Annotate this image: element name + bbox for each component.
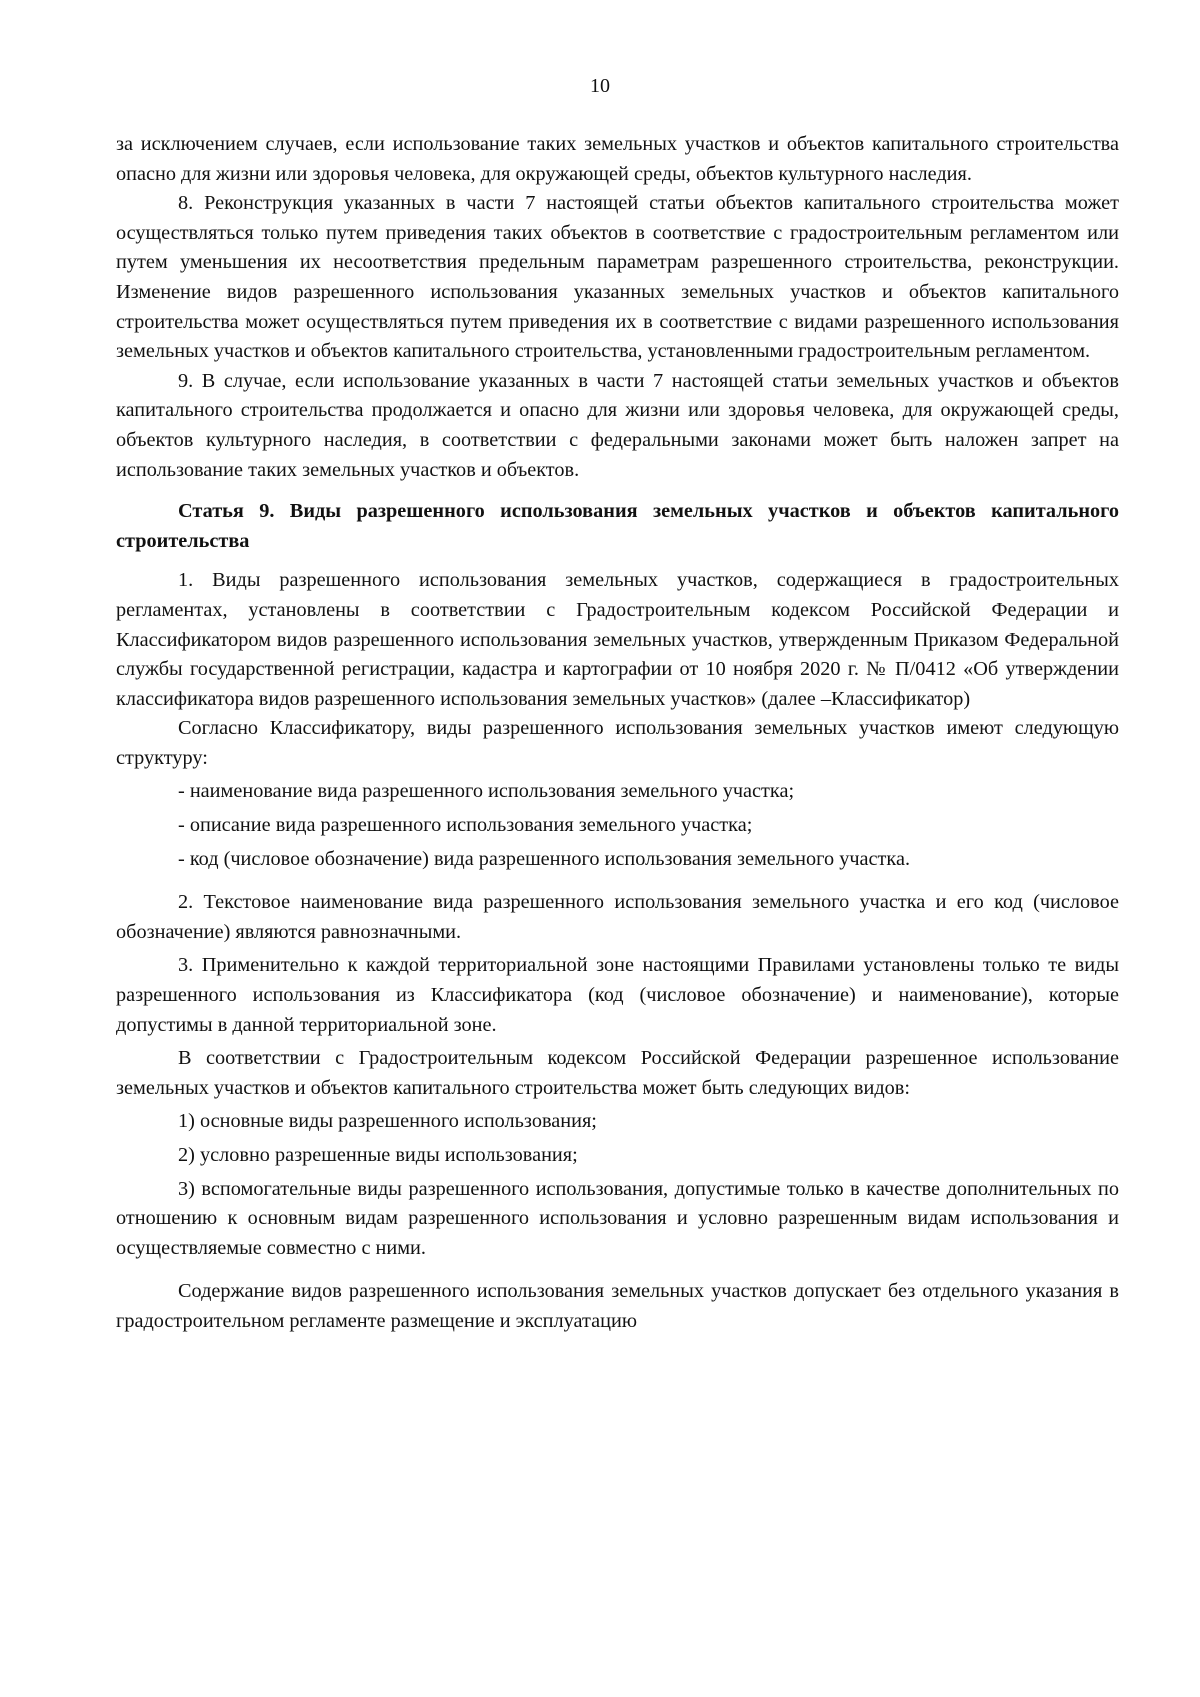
page-number: 10	[590, 75, 610, 97]
article-9-paragraph-3: 3. Применительно к каждой территориальной зоне настоящими Правилами установлены только те виды разрешенного использования из Классификатора (код (числовое обозначение) и наименование), которые допустимы в данной территориальной зоне.	[116, 954, 1119, 1036]
type-item-main: 1) основные виды разрешенного использования;	[178, 1110, 597, 1133]
article-9-heading: Статья 9. Виды разрешенного использования земельных участков и объектов капитального строительства	[116, 500, 1119, 552]
structure-item-code: - код (числовое обозначение) вида разрешенного использования земельного участка.	[178, 847, 911, 870]
structure-item-name: - наименование вида разрешенного использования земельного участка;	[178, 780, 795, 803]
paragraph-9: 9. В случае, если использование указанных в части 7 настоящей статьи земельных участков и объектов капитального строительства продолжается и опасно для жизни или здоровья человека, для окружающей среды, объектов культурного наследия, в соответствии с федеральными законами может быть наложен запрет на использование таких земельных участков и объектов.	[116, 369, 1119, 481]
last-paragraph: Содержание видов разрешенного использования земельных участков допускает без отдельного указания в градостроительном регламенте размещение и эксплуатацию	[116, 1280, 1119, 1332]
structure-intro: Согласно Классификатору, виды разрешенного использования земельных участков имеют следующую структуру:	[116, 717, 1119, 769]
article-9-paragraph-1: 1. Виды разрешенного использования земельных участков, содержащиеся в градостроительных регламентах, установлены в соответствии с Градостроительным кодексом Российской Федерации и Классификатором видов разрешенного использования земельных участков, утвержденным Приказом Федеральной службы государственной регистрации, кадастра и картографии от 10 ноября 2020 г. № П/0412 «Об утверждении классификатора видов разрешенного использования земельных участков» (далее –Классификатор)	[116, 569, 1119, 710]
paragraph-8: 8. Реконструкция указанных в части 7 настоящей статьи объектов капитального строительства может осуществляться только путем приведения таких объектов в соответствие с градостроительным регламентом или путем уменьшения их несоответствия предельным параметрам разрешенного строительства, реконструкции. Изменение видов разрешенного использования указанных земельных участков и объектов капитального строительства может осуществляться путем приведения их в соответствие с видами разрешенного использования земельных участков и объектов капитального строительства, установленными градостроительным регламентом.	[116, 192, 1119, 363]
article-9-paragraph-2: 2. Текстовое наименование вида разрешенного использования земельного участка и его код (числовое обозначение) являются равнозначными.	[116, 891, 1119, 943]
paragraph-continuation: за исключением случаев, если использование таких земельных участков и объектов капитального строительства опасно для жизни или здоровья человека, для окружающей среды, объектов культурного наследия.	[116, 133, 1119, 185]
types-intro: В соответствии с Градостроительным кодексом Российской Федерации разрешенное использование земельных участков и объектов капитального строительства может быть следующих видов:	[116, 1047, 1119, 1099]
type-item-conditional: 2) условно разрешенные виды использования;	[178, 1144, 578, 1166]
structure-item-description: - описание вида разрешенного использования земельного участка;	[178, 814, 753, 837]
type-item-auxiliary: 3) вспомогательные виды разрешенного использования, допустимые только в качестве дополнительных по отношению к основным видам разрешенного использования и условно разрешенным видам использования и осуществляемые совместно с ними.	[116, 1177, 1119, 1259]
document-body	[116, 130, 1119, 1337]
